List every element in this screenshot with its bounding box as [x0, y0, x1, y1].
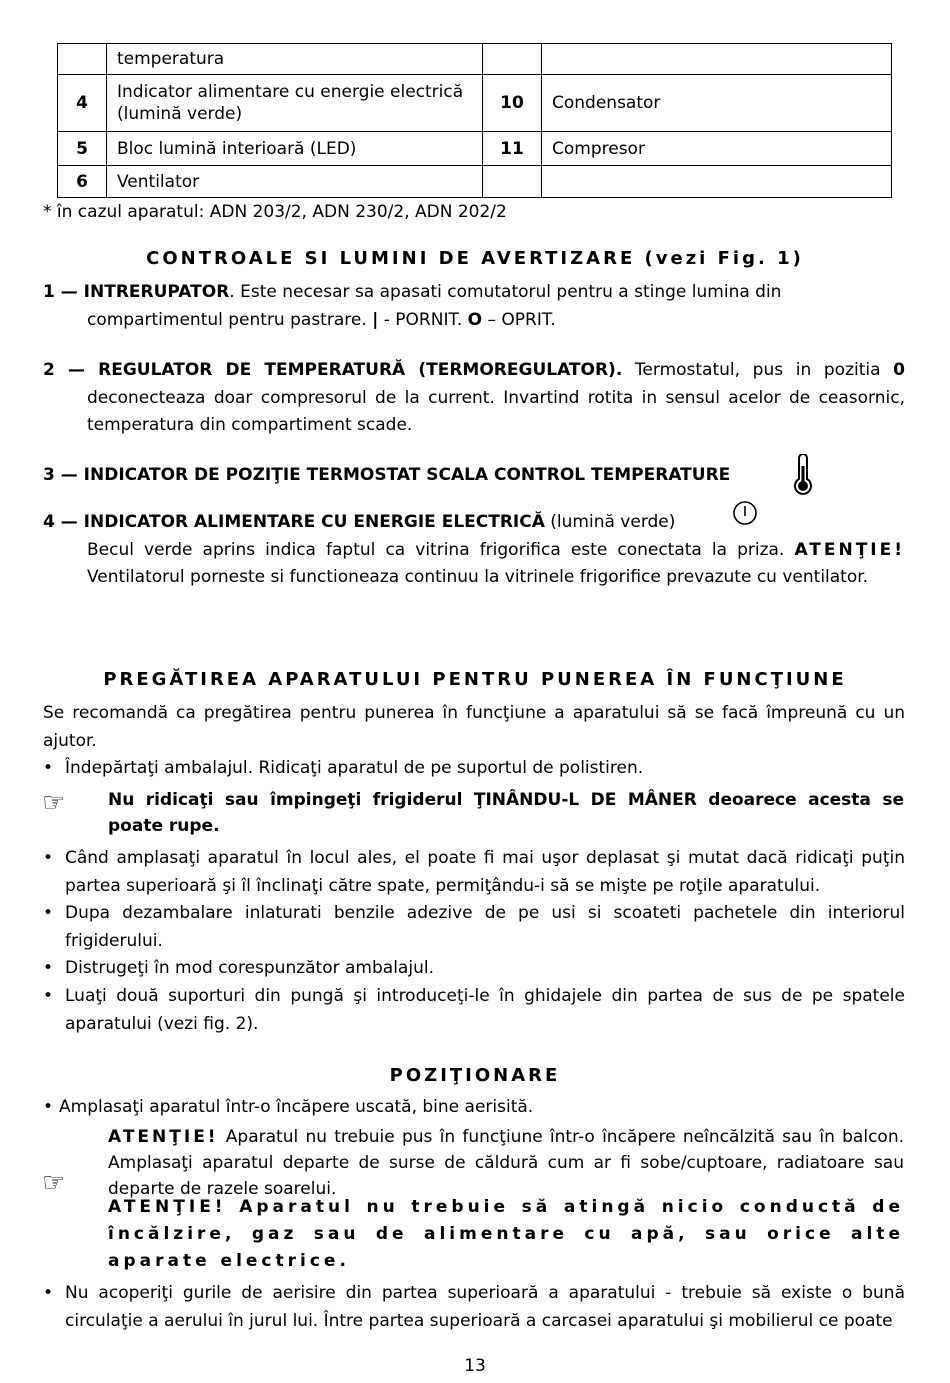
control-item-4-text2: Ventilatorul porneste si functioneaza continuu la vitrinele frigorifice prevazute cu ventilator. [87, 567, 869, 587]
control-item-2-text-b: deconecteaza doar compresorul de la current. Invartind rotita in sensul acelor de ceasornic, temperatura din compartiment scade. [87, 387, 905, 435]
table-cell: Condensator [542, 75, 892, 132]
off-text: – OPRIT. [482, 309, 556, 330]
list-item [43, 983, 905, 1038]
on-text: - PORNIT. [378, 309, 468, 330]
attention-label: ATENŢIE! [794, 539, 905, 560]
off-symbol: O [467, 309, 483, 330]
list-item [43, 755, 905, 783]
list-item-text: Distrugeţi în mod corespunzător ambalajul. [65, 958, 434, 978]
bullet: • [43, 903, 54, 923]
bullet: • [43, 1283, 54, 1303]
placement-warning [108, 1124, 904, 1202]
list-item [43, 1094, 905, 1122]
pointing-hand-icon: ☞ [42, 1168, 66, 1198]
thermometer-icon [790, 454, 816, 496]
list-item-text: Luaţi două suporturi din pungă şi introduceţi-le în ghidajele din partea de sus de pe spatele aparatului (vezi fig. 2). [65, 986, 905, 1034]
table-cell-number: 10 [483, 75, 542, 132]
control-item-2-label: 2 — REGULATOR DE TEMPERATURĂ (TERMOREGULATOR). [43, 360, 623, 380]
control-item-1 [43, 279, 905, 334]
table-footnote: * în cazul aparatul: ADN 203/2, ADN 230/2, ADN 202/2 [43, 202, 507, 222]
table-cell: Ventilator [107, 166, 483, 198]
prep-heading: PREGĂTIREA APARATULUI PENTRU PUNEREA ÎN FUNCŢIUNE [103, 669, 847, 690]
list-item [43, 845, 905, 900]
control-item-1-label: 1 — INTRERUPATOR [43, 282, 230, 302]
list-item-text: Când amplasaţi aparatul în locul ales, el poate fi mai uşor deplasat şi mutat dacă ridicaţi puţin partea superioară şi îl înclinaţi către spate, permiţându-i să se mişte pe roţile aparatului. [65, 848, 905, 896]
table-cell: Indicator alimentare cu energie electrică (lumină verde) [107, 75, 483, 132]
on-symbol: | [372, 309, 379, 330]
parts-table [57, 43, 892, 198]
list-item [43, 955, 905, 983]
control-item-2 [43, 357, 905, 440]
table-cell: temperatura [107, 44, 483, 75]
control-item-4-suffix: (lumină verde) [544, 512, 676, 532]
placement-warning-text: Aparatul nu trebuie pus în funcţiune într-o încăpere neîncălzită sau în balcon. Amplasaţi aparatul departe de surse de căldură cum ar fi sobe/cuptoare, radiatoare sau departe de razele soarelui. [108, 1127, 904, 1199]
page-number: 13 [464, 1356, 486, 1376]
control-item-4 [43, 509, 905, 592]
control-item-4-text: Becul verde aprins indica faptul ca vitrina frigorifica este conectata la priza. [87, 539, 795, 560]
table-cell-number: 6 [58, 166, 107, 198]
prep-intro: Se recomandă ca pregătirea pentru punerea în funcţiune a aparatului să se facă împreună cu un ajutor. [43, 703, 905, 751]
handle-warning: Nu ridicaţi sau împingeţi frigiderul ŢINÂNDU-L DE MÂNER deoarece acesta se poate rupe. [108, 790, 904, 836]
control-item-2-text-a: Termostatul, pus in pozitia [622, 360, 894, 380]
bullet: • [43, 758, 54, 778]
table-cell: Bloc lumină interioară (LED) [107, 132, 483, 166]
power-indicator-icon [732, 500, 758, 526]
bullet: • [43, 986, 54, 1006]
list-item-text: Nu acoperiţi gurile de aerisire din partea superioară a aparatului - trebuie să existe o bună circulaţie a aerului în jurul lui. Între partea superioară a carcasei aparatului şi mobilierul ce poate [65, 1283, 905, 1331]
control-item-1-text: . Este necesar sa apasati comutatorul pentru a stinge lumina din compartimentul pentru pastrare. [87, 282, 782, 330]
list-item-text: Amplasaţi aparatul într-o încăpere uscată, bine aerisită. [59, 1097, 534, 1117]
bullet: • [43, 1097, 54, 1117]
table-cell-number: 4 [58, 75, 107, 132]
list-item [43, 900, 905, 955]
table-row [58, 166, 892, 198]
position-zero: 0 [893, 360, 906, 380]
control-item-3-label: 3 — INDICATOR DE POZIŢIE TERMOSTAT SCALA CONTROL TEMPERATURE [43, 465, 731, 485]
table-row [58, 75, 892, 132]
attention-label: ATENŢIE! [108, 1127, 219, 1147]
bullet: • [43, 958, 54, 978]
table-cell-number: 5 [58, 132, 107, 166]
table-cell-number: 11 [483, 132, 542, 166]
table-row [58, 44, 892, 75]
list-item [43, 1280, 905, 1335]
control-item-4-label: 4 — INDICATOR ALIMENTARE CU ENERGIE ELECTRICĂ [43, 512, 545, 532]
table-cell: Compresor [542, 132, 892, 166]
list-item-text: Dupa dezambalare inlaturati benzile adezive de pe usi si scoateti pachetele din interiorul frigiderului. [65, 903, 905, 951]
position-heading: POZIŢIONARE [389, 1065, 561, 1086]
list-item-text: Îndepărtaţi ambalajul. Ridicaţi aparatul de pe suportul de polistiren. [65, 758, 644, 778]
pointing-hand-icon: ☞ [42, 788, 66, 818]
pipes-warning: ATENŢIE! Aparatul nu trebuie să atingă nicio conductă de încălzire, gaz sau de alimentare cu apă, sau orice alte aparate electrice. [108, 1197, 904, 1271]
table-row [58, 132, 892, 166]
control-item-3 [43, 462, 905, 490]
controls-heading: CONTROALE SI LUMINI DE AVERTIZARE (vezi Fig. 1) [146, 248, 804, 269]
bullet: • [43, 848, 54, 868]
